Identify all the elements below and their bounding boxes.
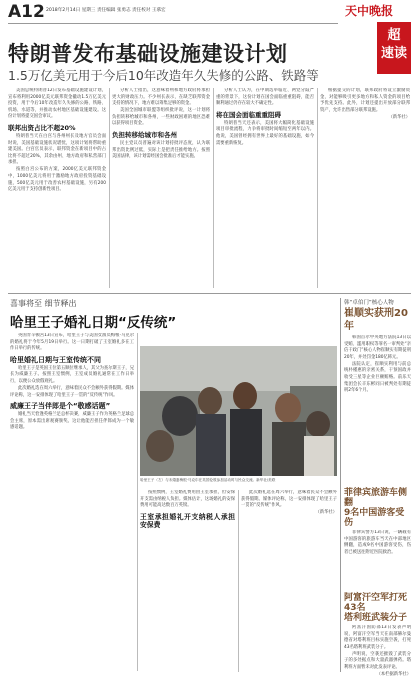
photo-caption: 哈里王子（左）与未婚妻梅根·马克尔在英国伦敦参加活动时与民众交流。新华社/美联 — [140, 478, 276, 482]
article1-para: 民主党议员普遍对该计划持批评态度，认为联邦出资比例过低，实际上是把责任推给地方。按照美国法律，该计划需经国会批准后才能实施。 — [112, 141, 210, 160]
right-body-2 — [344, 530, 411, 590]
right-head-1: 崔顺实获刑20年 — [344, 308, 408, 332]
right-body-3 — [344, 625, 411, 695]
article1-para: 根据提交的计划，联邦政府将设立激励资金，对能够吸引更多地方和私人资金的项目给予优先支持。此外，计划还提出开放部分联邦资产，允许出售部分联邦设施。 — [320, 88, 410, 113]
page-number: A12 — [8, 2, 45, 22]
right-kicker: 韩“卓伯门”核心人物 — [344, 300, 394, 306]
article1-subhead: 将在国会面临重重阻碍 — [216, 110, 281, 119]
right-para: 声明说，空袭还摧毁了武装分子的多处据点和大量武器弹药。塔利班方面暂未对此发表评论。 — [344, 651, 411, 671]
article2-column-1 — [10, 333, 134, 673]
right-body-1 — [344, 335, 411, 485]
article1-column-1 — [8, 88, 106, 290]
article1-para: 美国总统特朗普12日发布基础设施建设计划，宣布将利用2000亿美元联邦资金撬动1.5万亿美元投资，用于今后10年改造年久失修的公路、铁路、机场、水道等，并推动农村地区基础设施建设。这份计划将提交国会审议。 — [8, 88, 106, 120]
article1-column-4 — [320, 88, 410, 290]
right-column — [344, 298, 411, 695]
right-head-3: 阿富汗空军打死43名 塔利班武装分子 — [344, 593, 408, 623]
article2-para: 此次婚礼选在周六举行，意味着民众不会额外获得假期。媒体评论称，这一安排体现了哈里王子一贯的“反传统”作风。 — [241, 490, 337, 509]
column-divider — [317, 88, 318, 288]
column-divider — [109, 88, 110, 288]
article1-column-3 — [216, 88, 314, 290]
section-badge — [377, 22, 411, 74]
header-rule — [8, 23, 338, 24]
section-badge-line1: 超 — [387, 28, 401, 43]
right-para: 菲律宾警方13日说，一辆载有中国游客的旅游车当天在中部地区侧翻，造成9名中国游客受伤，伤者已被送往附近医院救治。 — [344, 530, 411, 555]
article1-subhead: 负担转移给城市和各州 — [112, 131, 177, 140]
article1-credit: （新华社） — [388, 114, 410, 120]
column-divider — [137, 333, 138, 671]
article2-subhead: 王室承担婚礼开支纳税人承担安保费 — [140, 512, 235, 529]
article1-para: 分析人士指出，这意味着州和地方政府将承担更大的财政压力。不少州长表示，在缺乏联邦资金支持的情况下，地方难以筹集足够的资金。 — [112, 88, 210, 107]
article1-para: 美国全国城市联盟等组织批评说，这一计划将负担转移给城市和各州，一些财政困难的地区恐难以获得项目资金。 — [112, 108, 210, 127]
newspaper-logo: 天中晚报 — [345, 4, 394, 18]
article1-para: 按照白宫公布的方案，2000亿美元联邦资金中，1000亿美元将用于激励地方政府投资基础设施，500亿美元用于改善农村基础设施，另有200亿美元用于支持创新性项目。 — [8, 167, 106, 193]
article2-para: 按照惯例，王室婚礼费用由王室承担，但安保开支需由纳税人负担。媒体估计，这场婚礼的安保费用可能高达数百万英镑。 — [140, 490, 235, 509]
page-meta: 2018年2月14日 星期三 责任编辑 张勇志 责任校对 王慕宏 — [46, 8, 166, 13]
news-photo-image — [140, 346, 337, 476]
article2-kicker: 喜事将至 细节释出 — [10, 299, 77, 308]
right-head-2: 菲律宾旅游车侧翻 9名中国游客受伤 — [344, 488, 408, 528]
article2-para: 婚礼当天恰逢英格兰足总杯决赛，威廉王子作为英格兰足球总会主席，原本需出席观赛颁奖。这让他能否担任伴郎成为一个敏感话题。 — [10, 412, 134, 431]
news-photo — [140, 346, 337, 476]
article2-column-2 — [140, 490, 235, 673]
article1-subhead: 联邦出资占比不超20% — [8, 123, 76, 132]
article2-headline: 哈里王子婚礼日期“反传统” — [10, 315, 177, 331]
column-divider — [238, 490, 239, 672]
article2-credit: （新华社） — [315, 510, 337, 516]
article2-subhead: 威廉王子当伴郎是个“敬感话题” — [10, 402, 111, 411]
article2-column-3 — [241, 490, 337, 673]
article2-para: 英国肯辛顿宫13日宣布，哈里王子与美国女演员梅根·马克尔的婚礼将于今年5月19日举行。这一日期打破了王室婚礼多在工作日举行的传统。 — [10, 333, 134, 352]
main-headline: 特朗普发布基础设施建设计划 — [8, 42, 288, 66]
right-para: 法院认定，崔顺实利用与前总统朴槿惠的亲密关系，干预国政并收受三星等企业巨额贿赂。前乐天集团会长辛东彬同日被判处有期徒刑2年6个月。 — [344, 361, 411, 394]
right-para: 阿富汗国防部13日发表声明说，阿富汗空军当天在南部赫尔曼德省对塔利班目标实施空袭，打死43名塔利班武装分子。 — [344, 625, 411, 650]
article1-para: 分析人士认为，在中期选举临近、两党分歧严重的背景下，这份计划在国会面临重重阻碍，能否顺利通过仍存在较大不确定性。 — [216, 88, 314, 107]
article1-para: 特朗普当天还表示，美国将大幅简化基础设施项目审批流程，力争将审批时间缩短至两年以内。他说，美国曾经拥有世界上最好的基础设施，如今需要重新恢复。 — [216, 120, 314, 146]
column-divider — [213, 88, 214, 288]
article2-subhead: 哈里婚礼日期与王室传统不同 — [10, 355, 101, 364]
section-badge-line2: 速读 — [380, 46, 407, 61]
article1-column-2 — [112, 88, 210, 290]
article1-para: 特朗普当天在白宫与各州州长及地方官员会面时说，美国基础设施状况堪忧，这项计划将帮助重建美国。白宫官员表示，联邦资金在新项目中的占比将不超过20%，其余由州、地方政府和私营部门承担。 — [8, 133, 106, 166]
article2-para: 此次婚礼选在周六举行，意味着民众不会额外获得假期。媒体评论称，这一安排体现了哈里王子一贯的“反传统”作风。 — [10, 386, 134, 398]
section-divider — [8, 293, 411, 294]
right-credit: （本栏据新华社） — [376, 672, 411, 678]
article2-para: 哈里王子是英国王位第五顺位继承人，其父为查尔斯王子，兄长为威廉王子。按照王室惯例，王室成员婚礼通常在工作日举行，以便公众放假观礼。 — [10, 365, 134, 384]
section-divider-vertical — [340, 298, 341, 672]
right-para: 韩国首尔中央地方法院13日以受贿、滥用职权等罪名一审判处“亲信干政门”核心人物崔顺实有期徒刑20年，并处罚金180亿韩元。 — [344, 335, 411, 360]
main-subheadline: 1.5万亿美元用于今后10年改造年久失修的公路、铁路等 — [8, 68, 319, 83]
